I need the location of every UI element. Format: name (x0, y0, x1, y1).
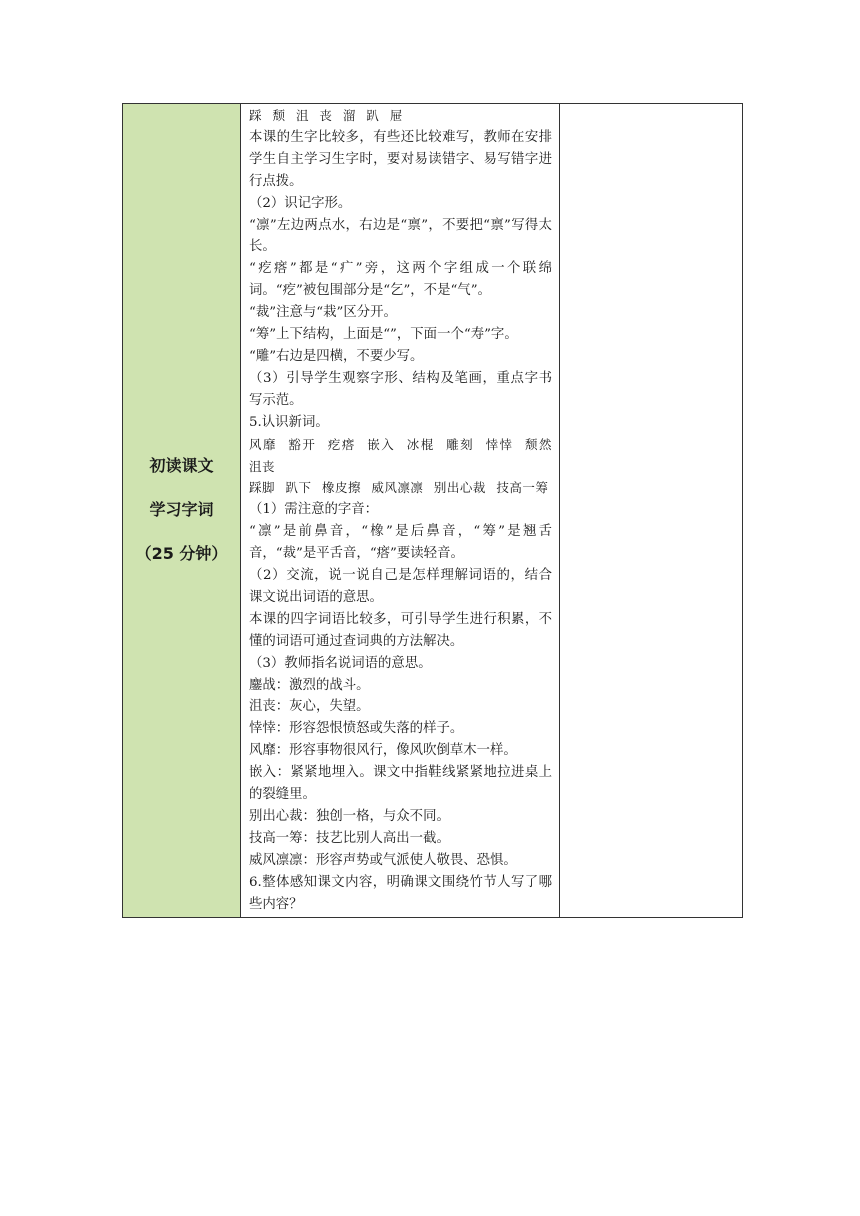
content-paragraph: 踩脚 趴下 橡皮擦 威风凛凛 别出心裁 技高一筹 (249, 480, 549, 496)
content-paragraph: 5.认识新词。 (249, 414, 329, 430)
content-paragraph: （2）交流，说一说自己是怎样理解词语的，结合课文说出词语的意思。 (249, 568, 552, 605)
content-paragraph: 鏖战：激烈的战斗。 (249, 677, 370, 693)
notes-cell (560, 104, 743, 918)
content-paragraph: “凛”是前鼻音，“橡”是后鼻音，“筹”是翘舌音，“裁”是平舌音，“瘩”要读轻音。 (249, 524, 552, 562)
stage-title-line-2: 学习字词 (149, 500, 214, 520)
content-paragraph: 6.整体感知课文内容，明确课文围绕竹节人写了哪些内容？ (249, 874, 552, 912)
content-paragraph: 悻悻：形容怨恨愤怒或失落的样子。 (249, 721, 464, 737)
content-paragraph: “凛”左边两点水，右边是“禀”，不要把“禀”写得太长。 (249, 217, 552, 255)
content-paragraph: “疙瘩”都是“疒”旁，这两个字组成一个联绵词。“疙”被包围部分是“乞”，不是“气”。 (249, 261, 552, 299)
stage-label (123, 456, 240, 564)
stage-duration: （25 分钟） (135, 544, 228, 564)
content-paragraph: （1）需注意的字音： (249, 502, 379, 518)
stage-cell (123, 104, 241, 918)
content-paragraph: 本课的生字比较多，有些还比较难写，教师在安排学生自主学习生字时，要对易读错字、易写错字进行点拨。 (249, 129, 552, 189)
content-paragraph: 嵌入：紧紧地埋入。课文中指鞋线紧紧地拉进桌上的裂缝里。 (249, 765, 552, 803)
table-row (123, 104, 743, 918)
content-paragraph: 风靡 豁开 疙瘩 嵌入 冰棍 雕刻 悻悻 颓然 沮丧 (249, 436, 552, 474)
content-paragraph: “裁”注意与“栽”区分开。 (249, 305, 397, 321)
content-paragraph: 别出心裁：独创一格，与众不同。 (249, 809, 450, 824)
content-paragraph: （3）引导学生观察字形、结构及笔画，重点字书写示范。 (249, 370, 552, 408)
content-paragraph: 威风凛凛：形容声势或气派使人敬畏、恐惧。 (249, 852, 517, 868)
content-paragraph: “雕”右边是四横，不要少写。 (249, 348, 424, 364)
stage-title-line-1: 初读课文 (149, 456, 214, 476)
content-paragraph: 沮丧：灰心，失望。 (249, 699, 370, 715)
teaching-content (241, 104, 559, 917)
content-paragraph: 踩 颓 沮 丧 溜 趴 屉 (249, 108, 403, 123)
content-paragraph: 本课的四字词语比较多，可引导学生进行积累，不懂的词语可通过查词典的方法解决。 (249, 611, 552, 649)
content-paragraph: （2）识记字形。 (249, 195, 352, 211)
content-cell (241, 104, 560, 918)
content-paragraph: （3）教师指名说词语的意思。 (249, 655, 432, 671)
content-paragraph: 风靡：形容事物很风行，像风吹倒草木一样。 (249, 743, 517, 759)
lesson-plan-table (122, 103, 743, 918)
content-paragraph: “筹”上下结构，上面是“”，下面一个“寿”字。 (249, 327, 518, 343)
content-paragraph: 技高一筹：技艺比别人高出一截。 (249, 830, 450, 846)
